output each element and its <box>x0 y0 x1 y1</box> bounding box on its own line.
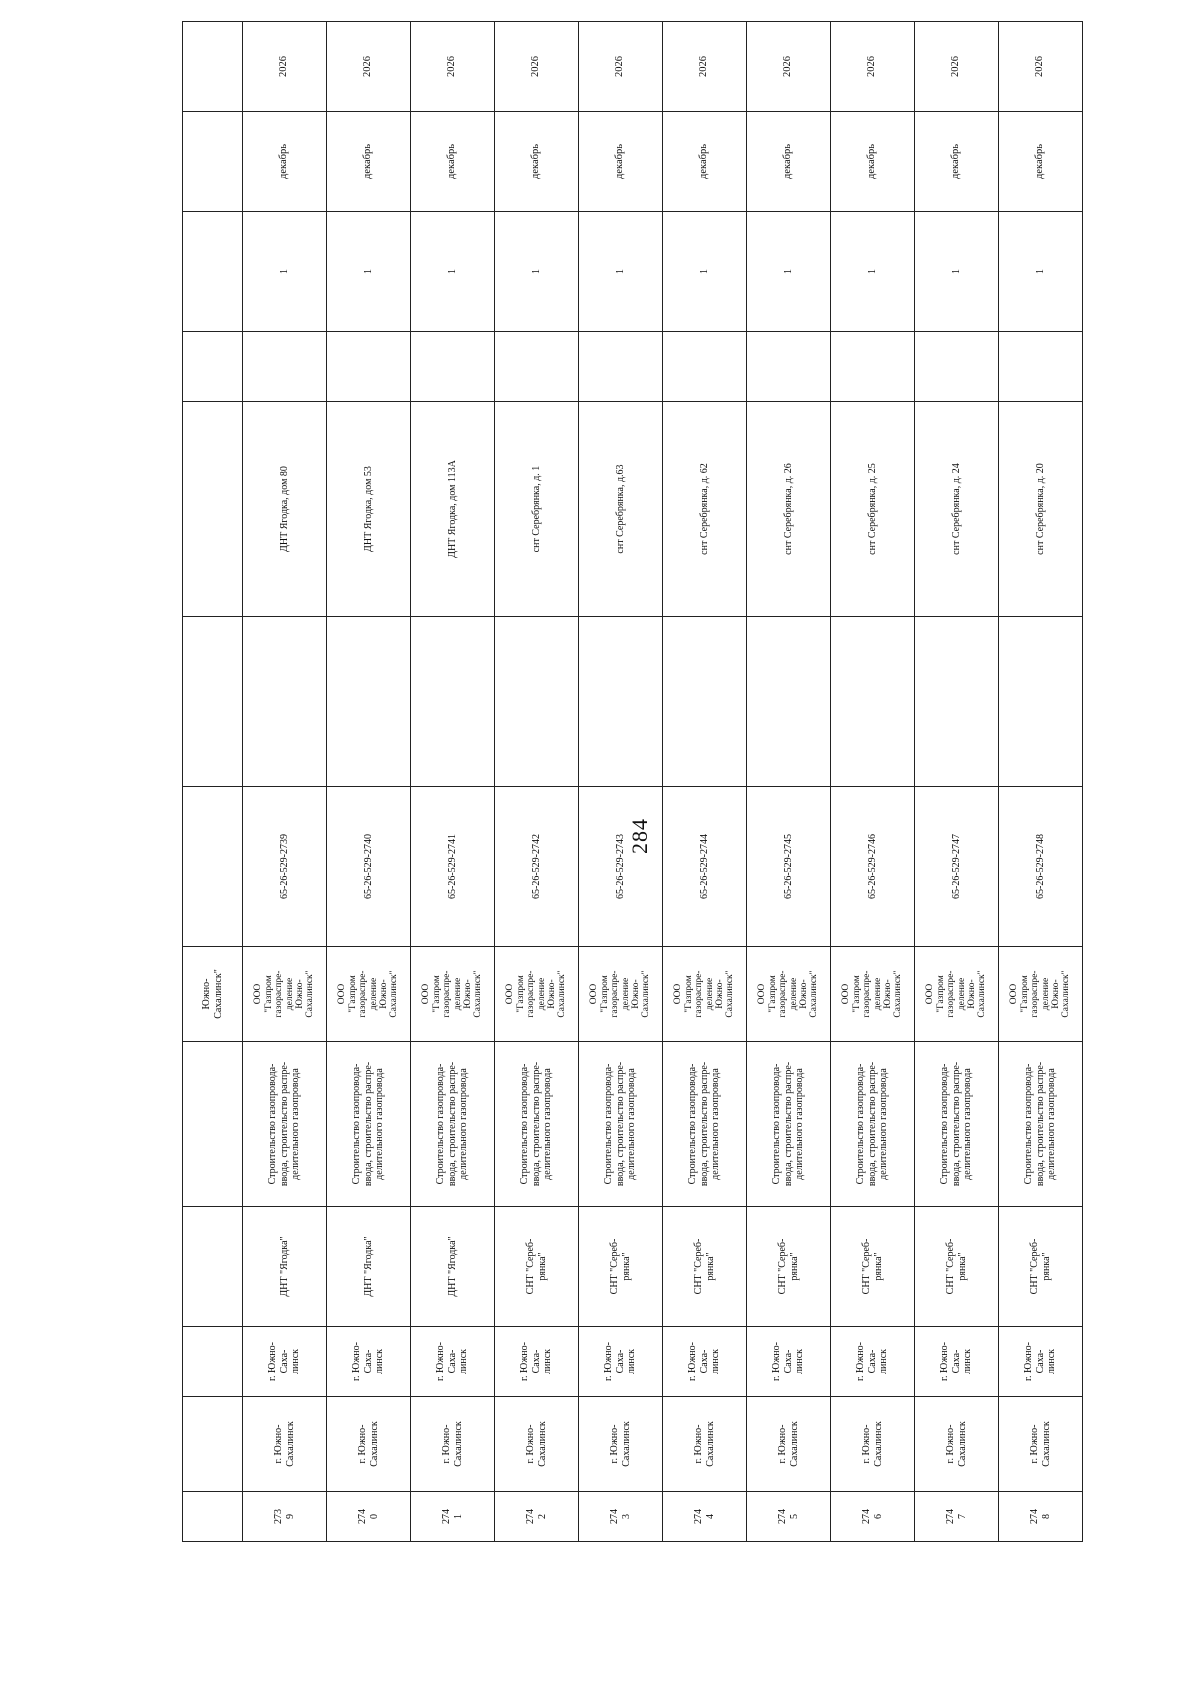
object-name-cell: ДНТ "Ягодка" <box>327 1207 411 1327</box>
owner-organization-cell: ООО "Газпром газораспре- деление Южно- Сахалинск" <box>747 947 831 1042</box>
header-cell <box>183 787 243 947</box>
month-cell: декабрь <box>663 112 747 212</box>
table-row <box>579 22 663 1542</box>
year-cell: 2026 <box>831 22 915 112</box>
month-cell: декабрь <box>915 112 999 212</box>
district-cell: г. Южно- Саха- линск <box>915 1327 999 1397</box>
object-name-cell: ДНТ "Ягодка" <box>411 1207 495 1327</box>
header-cell <box>183 1397 243 1492</box>
object-code-cell: 65-26-529-2743 <box>579 787 663 947</box>
settlement-cell: г. Южно- Сахалинск <box>327 1397 411 1492</box>
table-body <box>183 22 1083 1542</box>
district-cell: г. Южно- Саха- линск <box>831 1327 915 1397</box>
empty-cell <box>243 332 327 402</box>
continuation-header-row <box>183 22 243 1542</box>
settlement-cell: г. Южно- Сахалинск <box>411 1397 495 1492</box>
settlement-cell: г. Южно- Сахалинск <box>579 1397 663 1492</box>
year-cell: 2026 <box>411 22 495 112</box>
year-cell: 2026 <box>999 22 1083 112</box>
month-cell: декабрь <box>747 112 831 212</box>
object-code-cell: 65-26-529-2740 <box>327 787 411 947</box>
owner-organization-cell: ООО "Газпром газораспре- деление Южно- Сахалинск" <box>999 947 1083 1042</box>
works-description-cell: Строительство газопровода- ввода, строительство распре- делительного газопровода <box>579 1042 663 1207</box>
owner-organization-cell: ООО "Газпром газораспре- деление Южно- Сахалинск" <box>915 947 999 1042</box>
address-cell: снт Серебрянка, д. 20 <box>999 402 1083 617</box>
settlement-cell: г. Южно- Сахалинск <box>663 1397 747 1492</box>
table-row <box>831 22 915 1542</box>
quantity-cell: 1 <box>747 212 831 332</box>
object-code-cell: 65-26-529-2744 <box>663 787 747 947</box>
settlement-cell: г. Южно- Сахалинск <box>495 1397 579 1492</box>
works-description-cell: Строительство газопровода- ввода, строительство распре- делительного газопровода <box>243 1042 327 1207</box>
address-cell: ДНТ Ягодка, дом 113А <box>411 402 495 617</box>
row-number-cell: 274 1 <box>411 1492 495 1542</box>
address-cell: снт Серебрянка, д. 1 <box>495 402 579 617</box>
works-description-cell: Строительство газопровода- ввода, строительство распре- делительного газопровода <box>747 1042 831 1207</box>
works-description-cell: Строительство газопровода- ввода, строительство распре- делительного газопровода <box>495 1042 579 1207</box>
owner-organization-cell: ООО "Газпром газораспре- деление Южно- Сахалинск" <box>831 947 915 1042</box>
quantity-cell: 1 <box>579 212 663 332</box>
empty-cell <box>831 617 915 787</box>
empty-cell <box>747 332 831 402</box>
header-cell <box>183 112 243 212</box>
district-cell: г. Южно- Саха- линск <box>327 1327 411 1397</box>
table-row <box>663 22 747 1542</box>
empty-cell <box>327 332 411 402</box>
quantity-cell: 1 <box>327 212 411 332</box>
table-row <box>999 22 1083 1542</box>
month-cell: декабрь <box>495 112 579 212</box>
settlement-cell: г. Южно- Сахалинск <box>243 1397 327 1492</box>
address-cell: ДНТ Ягодка, дом 80 <box>243 402 327 617</box>
owner-organization-cell: ООО "Газпром газораспре- деление Южно- Сахалинск" <box>495 947 579 1042</box>
district-cell: г. Южно- Саха- линск <box>579 1327 663 1397</box>
header-cell <box>183 22 243 112</box>
address-cell: снт Серебрянка, д. 24 <box>915 402 999 617</box>
settlement-cell: г. Южно- Сахалинск <box>747 1397 831 1492</box>
empty-cell <box>495 332 579 402</box>
address-cell: снт Серебрянка, д. 26 <box>747 402 831 617</box>
quantity-cell: 1 <box>411 212 495 332</box>
year-cell: 2026 <box>327 22 411 112</box>
empty-cell <box>663 332 747 402</box>
header-cell <box>183 617 243 787</box>
object-code-cell: 65-26-529-2747 <box>915 787 999 947</box>
settlement-cell: г. Южно- Сахалинск <box>915 1397 999 1492</box>
empty-cell <box>999 617 1083 787</box>
month-cell: декабрь <box>411 112 495 212</box>
owner-organization-cell: ООО "Газпром газораспре- деление Южно- Сахалинск" <box>579 947 663 1042</box>
address-cell: снт Серебрянка, д. 62 <box>663 402 747 617</box>
address-cell: снт Серебрянка, д. 25 <box>831 402 915 617</box>
owner-organization-cell: ООО "Газпром газораспре- деление Южно- Сахалинск" <box>411 947 495 1042</box>
object-code-cell: 65-26-529-2748 <box>999 787 1083 947</box>
empty-cell <box>747 617 831 787</box>
month-cell: декабрь <box>243 112 327 212</box>
table-row <box>747 22 831 1542</box>
empty-cell <box>411 332 495 402</box>
empty-cell <box>831 332 915 402</box>
settlement-cell: г. Южно- Сахалинск <box>999 1397 1083 1492</box>
row-number-cell: 274 0 <box>327 1492 411 1542</box>
year-cell: 2026 <box>495 22 579 112</box>
row-number-cell: 274 5 <box>747 1492 831 1542</box>
empty-cell <box>579 332 663 402</box>
object-name-cell: СНТ "Сереб- рянка" <box>663 1207 747 1327</box>
header-cell <box>183 332 243 402</box>
quantity-cell: 1 <box>495 212 579 332</box>
quantity-cell: 1 <box>999 212 1083 332</box>
empty-cell <box>915 332 999 402</box>
object-name-cell: СНТ "Сереб- рянка" <box>495 1207 579 1327</box>
works-description-cell: Строительство газопровода- ввода, строительство распре- делительного газопровода <box>915 1042 999 1207</box>
empty-cell <box>915 617 999 787</box>
row-number-cell: 273 9 <box>243 1492 327 1542</box>
address-cell: ДНТ Ягодка, дом 53 <box>327 402 411 617</box>
table-row <box>327 22 411 1542</box>
district-cell: г. Южно- Саха- линск <box>663 1327 747 1397</box>
object-code-cell: 65-26-529-2746 <box>831 787 915 947</box>
district-cell: г. Южно- Саха- линск <box>495 1327 579 1397</box>
header-cell <box>183 402 243 617</box>
header-cell <box>183 1327 243 1397</box>
row-number-cell: 274 3 <box>579 1492 663 1542</box>
gasification-registry-table <box>182 21 1083 1542</box>
year-cell: 2026 <box>663 22 747 112</box>
settlement-cell: г. Южно- Сахалинск <box>831 1397 915 1492</box>
object-name-cell: СНТ "Сереб- рянка" <box>831 1207 915 1327</box>
year-cell: 2026 <box>915 22 999 112</box>
empty-cell <box>243 617 327 787</box>
works-description-cell: Строительство газопровода- ввода, строительство распре- делительного газопровода <box>411 1042 495 1207</box>
month-cell: декабрь <box>831 112 915 212</box>
row-number-cell: 274 6 <box>831 1492 915 1542</box>
works-description-cell: Строительство газопровода- ввода, строительство распре- делительного газопровода <box>999 1042 1083 1207</box>
header-cell <box>183 1492 243 1542</box>
month-cell: декабрь <box>327 112 411 212</box>
object-name-cell: СНТ "Сереб- рянка" <box>747 1207 831 1327</box>
object-name-cell: СНТ "Сереб- рянка" <box>915 1207 999 1327</box>
object-code-cell: 65-26-529-2745 <box>747 787 831 947</box>
district-cell: г. Южно- Саха- линск <box>999 1327 1083 1397</box>
empty-cell <box>327 617 411 787</box>
month-cell: декабрь <box>999 112 1083 212</box>
works-description-cell: Строительство газопровода- ввода, строительство распре- делительного газопровода <box>327 1042 411 1207</box>
empty-cell <box>999 332 1083 402</box>
object-code-cell: 65-26-529-2741 <box>411 787 495 947</box>
object-name-cell: ДНТ "Ягодка" <box>243 1207 327 1327</box>
owner-organization-cell: ООО "Газпром газораспре- деление Южно- Сахалинск" <box>663 947 747 1042</box>
object-code-cell: 65-26-529-2742 <box>495 787 579 947</box>
empty-cell <box>495 617 579 787</box>
district-cell: г. Южно- Саха- линск <box>243 1327 327 1397</box>
year-cell: 2026 <box>579 22 663 112</box>
header-cell <box>183 1042 243 1207</box>
year-cell: 2026 <box>243 22 327 112</box>
object-name-cell: СНТ "Сереб- рянка" <box>579 1207 663 1327</box>
address-cell: снт Серебрянка, д.63 <box>579 402 663 617</box>
owner-organization-cell: ООО "Газпром газораспре- деление Южно- Сахалинск" <box>243 947 327 1042</box>
table-row <box>411 22 495 1542</box>
quantity-cell: 1 <box>831 212 915 332</box>
header-cell-owner-continuation: Южно- Сахалинск" <box>183 947 243 1042</box>
header-cell <box>183 212 243 332</box>
row-number-cell: 274 2 <box>495 1492 579 1542</box>
object-name-cell: СНТ "Сереб- рянка" <box>999 1207 1083 1327</box>
rotated-table-container <box>182 56 1082 1542</box>
quantity-cell: 1 <box>663 212 747 332</box>
table-row <box>243 22 327 1542</box>
row-number-cell: 274 7 <box>915 1492 999 1542</box>
month-cell: декабрь <box>579 112 663 212</box>
works-description-cell: Строительство газопровода- ввода, строительство распре- делительного газопровода <box>663 1042 747 1207</box>
empty-cell <box>579 617 663 787</box>
quantity-cell: 1 <box>915 212 999 332</box>
year-cell: 2026 <box>747 22 831 112</box>
empty-cell <box>663 617 747 787</box>
owner-organization-cell: ООО "Газпром газораспре- деление Южно- Сахалинск" <box>327 947 411 1042</box>
district-cell: г. Южно- Саха- линск <box>411 1327 495 1397</box>
quantity-cell: 1 <box>243 212 327 332</box>
header-cell <box>183 1207 243 1327</box>
table-row <box>495 22 579 1542</box>
table-row <box>915 22 999 1542</box>
district-cell: г. Южно- Саха- линск <box>747 1327 831 1397</box>
row-number-cell: 274 8 <box>999 1492 1083 1542</box>
object-code-cell: 65-26-529-2739 <box>243 787 327 947</box>
page-number: 284 <box>627 818 652 854</box>
works-description-cell: Строительство газопровода- ввода, строительство распре- делительного газопровода <box>831 1042 915 1207</box>
row-number-cell: 274 4 <box>663 1492 747 1542</box>
empty-cell <box>411 617 495 787</box>
